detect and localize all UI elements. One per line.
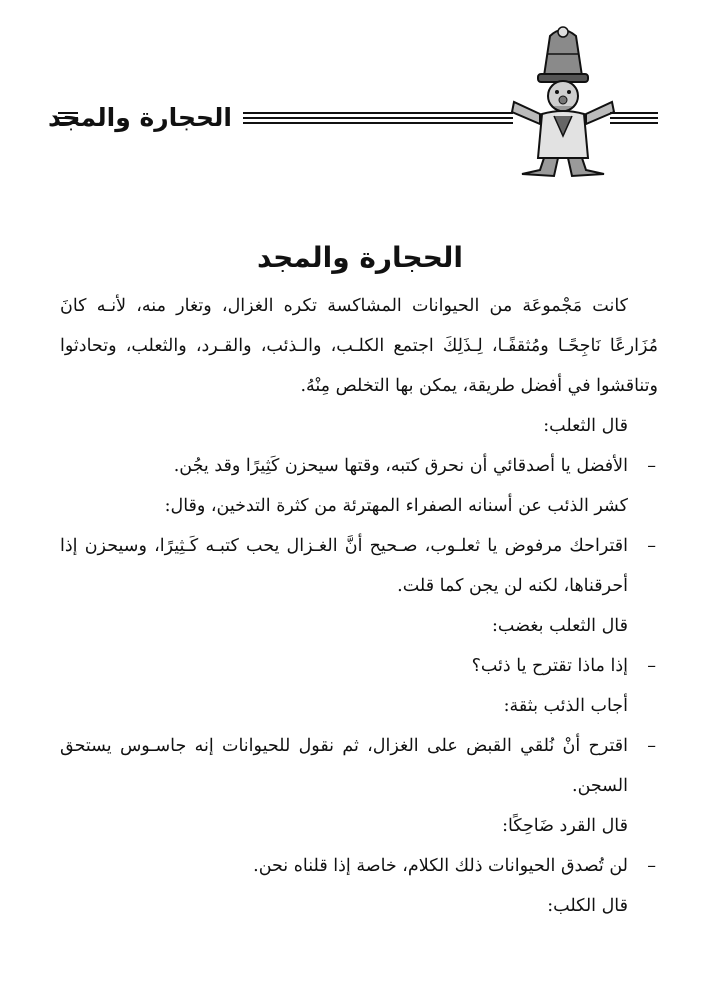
intro-paragraph: كانت مَجْموعَة من الحيوانات المشاكسة تكره الغزال، وتغار منه، لأنـه كانَ مُزَارعًا نَاجِحًـا ومُثقفًـا، لِـذَلِكَ اجتمع الكلـب، والـذئب، والقـرد، والثعلب، وتحادثوا وتناقشوا في أفضل طريقة، يمكن بها التخلص مِنْهُ.: [60, 296, 658, 396]
narration-line: قال الكلب:: [547, 896, 628, 916]
narration-line: قال القرد ضَاحِكًا:: [502, 816, 628, 836]
story-title: الحجارة والمجد: [256, 240, 464, 274]
dialogue-text: الأفضل يا أصدقائي أن نحرق كتبه، وقتها سيحزن كَثِيرًا وقد يجُن.: [173, 456, 628, 476]
dialogue-text: اقتراحك مرفوض يا ثعلـوب، صـحيح أنَّ الغـزال يحب كتبـه كَـثِيرًا، وسيحزن إذا أحرقناها، لكنه لن يجن كما قلت.: [60, 536, 628, 596]
dialogue-dash: –: [647, 736, 656, 756]
header-rule-middle: [243, 112, 513, 125]
header-title: الحجارة والمجد: [48, 103, 232, 132]
narration-line: قال الثعلب بغضب:: [491, 616, 628, 636]
dialogue-line: [60, 726, 658, 806]
dialogue-line: [60, 846, 658, 886]
dialogue-text: إذا ماذا تقترح يا ذئب؟: [471, 656, 628, 676]
dialogue-dash: –: [647, 656, 656, 676]
dialogue-text: لن تُصدق الحيوانات ذلك الكلام، خاصة إذا قلناه نحن.: [253, 856, 628, 876]
page-header: [0, 0, 720, 200]
dialogue-text: اقترح أنْ نُلقي القبض على الغزال، ثم نقول للحيوانات إنه جاسـوس يستحق السجن.: [60, 736, 628, 796]
narration-line: قال الثعلب:: [543, 416, 628, 436]
narration-line: كشر الذئب عن أسنانه الصفراء المهترئة من كثرة التدخين، وقال:: [164, 496, 628, 516]
header-rule-right: [610, 112, 658, 125]
dialogue-dash: –: [647, 856, 656, 876]
dialogue-dash: –: [647, 536, 656, 556]
clown-mascot-icon: [510, 20, 615, 180]
narration-line: أجاب الذئب بثقة:: [503, 696, 628, 716]
dialogue-line: [60, 526, 658, 606]
dialogue-line: [60, 646, 658, 686]
dialogue-dash: –: [647, 456, 656, 476]
story-body: [60, 286, 658, 926]
dialogue-line: [60, 446, 658, 486]
